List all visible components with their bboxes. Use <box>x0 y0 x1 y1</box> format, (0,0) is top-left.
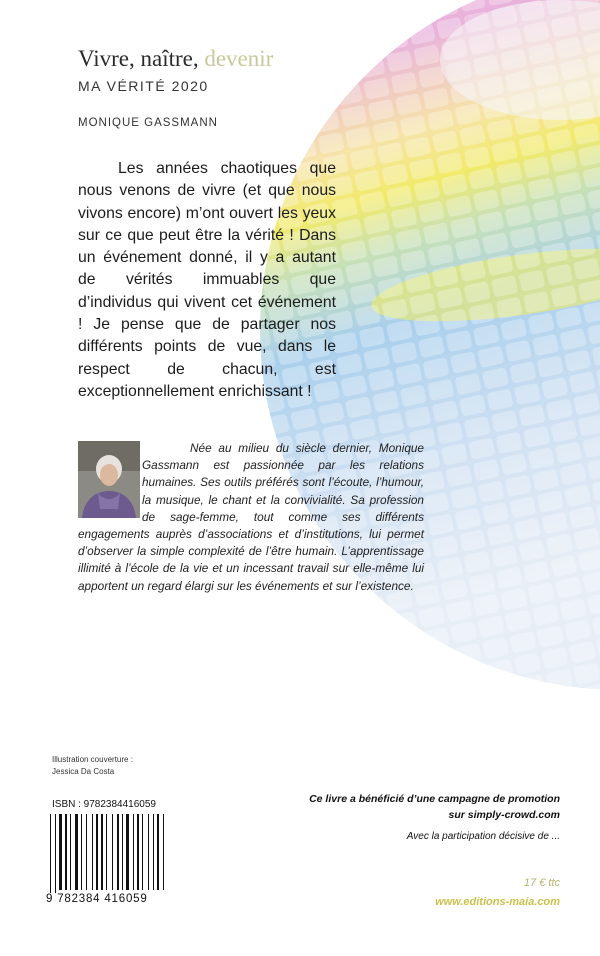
barcode-bar <box>112 814 113 890</box>
barcode-bar <box>59 814 62 890</box>
illustrator-name: Jessica Da Costa <box>52 767 115 776</box>
barcode-bar <box>133 814 134 890</box>
barcode-bar <box>142 814 143 890</box>
barcode-bar <box>101 814 103 890</box>
promotion-line-1: Ce livre a bénéficié d’une campagne de promotion <box>309 793 560 805</box>
barcode-bar <box>122 814 123 890</box>
back-cover-blurb: Les années chaotiques que nous venons de vivre (et que nous vivons encore) m’ont ouvert les yeux sur ce que peut être la vérité ! Dans un événement donné, il y a autant de vérités immuables que d’individus qui vivent cet événement ! Je pense que de partager nos différents points de vue, dans le respect de chacun, est exceptionnellement enrichissant ! <box>78 160 336 400</box>
isbn-label: ISBN : 9782384416059 <box>52 799 156 810</box>
barcode-bar <box>81 814 82 890</box>
barcode-number: 9 782384 416059 <box>46 893 148 905</box>
barcode-bar <box>50 814 51 896</box>
publisher-website: www.editions-maia.com <box>435 896 560 908</box>
promotion-line-2: sur simply-crowd.com <box>448 809 560 821</box>
barcode-bar <box>92 814 93 890</box>
barcode-bar <box>65 814 67 890</box>
barcode-bar <box>70 814 71 890</box>
book-title <box>78 46 273 72</box>
barcode-bar <box>126 814 129 890</box>
barcode-bar <box>137 814 139 890</box>
barcode-bar <box>96 814 98 890</box>
barcode-bar <box>163 814 164 890</box>
illustration-credit <box>52 754 133 778</box>
barcode-bar <box>153 814 154 890</box>
author-name: MONIQUE GASSMANN <box>78 117 218 129</box>
promotion-note <box>309 791 560 823</box>
barcode-bar <box>106 814 107 890</box>
isbn-barcode <box>48 814 168 900</box>
participation-note: Avec la participation décisive de ... <box>406 831 560 842</box>
author-bio-text: Née au milieu du siècle dernier, Monique Gassmann est passionnée par les relations humaines. Ses outils préférés sont l’écoute, l’humour, la musique, le chant et la convivialité. Sa profession de sage-femme, tout comme ses différents engagements auprès d’associations et d’institutions, lui permet d’observer la simple complexité de l’être humain. L’apprentissage illimité à l’école de la vie et un incessant travail sur elle-même lui apportent un regard élargi sur les événements et sur l’existence. <box>78 441 424 593</box>
barcode-bar <box>75 814 78 890</box>
barcode-bar <box>55 814 56 896</box>
barcode-bar <box>157 814 159 890</box>
barcode-bar <box>117 814 119 890</box>
title-accent: devenir <box>204 46 274 71</box>
author-bio <box>78 440 424 595</box>
barcode-bar <box>86 814 87 890</box>
title-main: Vivre, naître, <box>78 46 199 71</box>
book-price: 17 € ttc <box>523 877 560 889</box>
barcode-bar <box>148 814 149 890</box>
book-subtitle: MA VÉRITÉ 2020 <box>78 78 209 94</box>
illustration-label: Illustration couverture : <box>52 755 133 764</box>
